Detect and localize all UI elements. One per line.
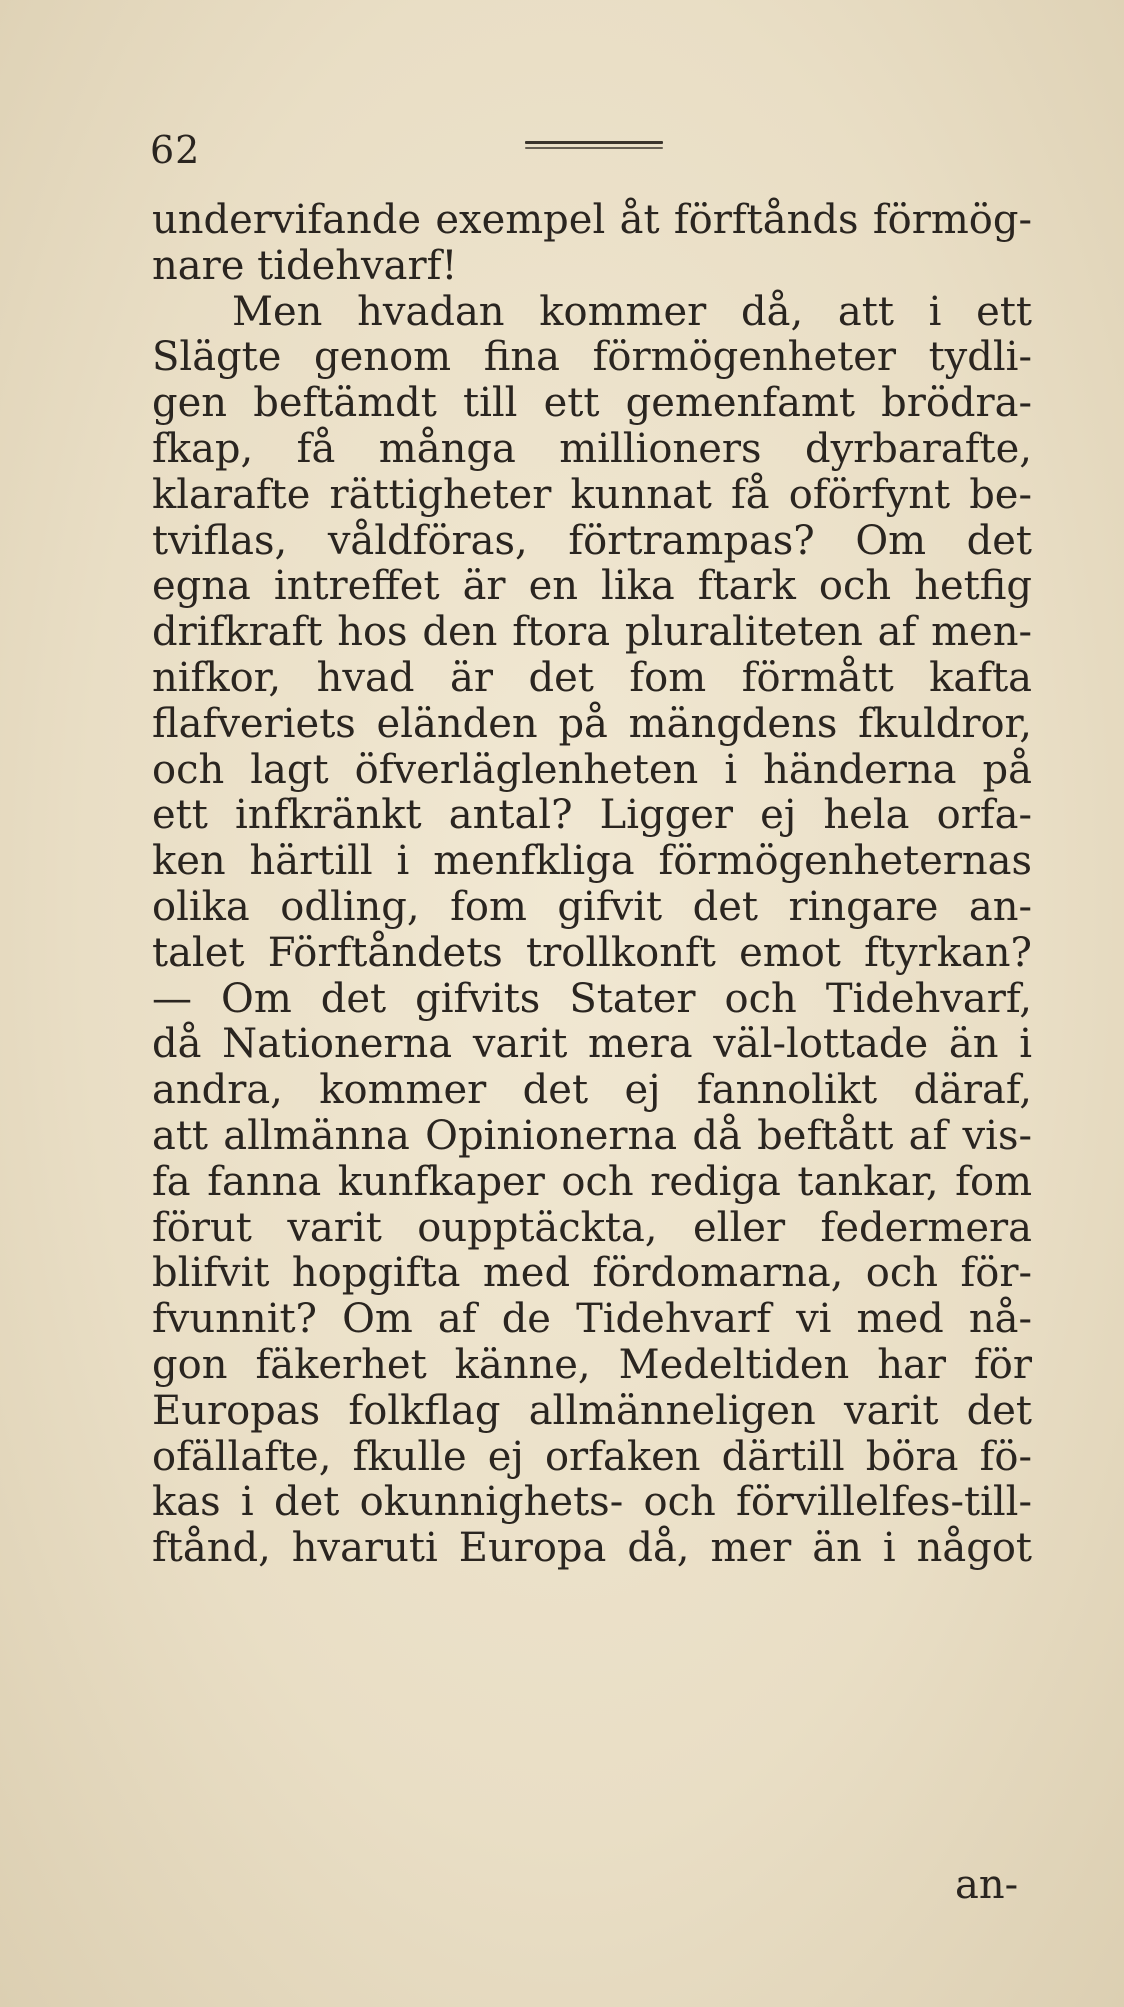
text-line: nifkor, hvad är det fom förmått kafta [152, 654, 1032, 701]
text-line: gen beftämdt till ett gemenfamt brödra- [152, 380, 1032, 427]
text-line: blifvit hopgifta med fördomarna, och för- [152, 1250, 1032, 1297]
text-line: drifkraft hos den ftora pluraliteten af men- [152, 609, 1032, 656]
text-line: olika odling, fom gifvit det ringare an- [152, 883, 1032, 930]
text-line: ett infkränkt antal? Ligger ej hela orfa- [152, 792, 1032, 839]
text-line: ftånd, hvaruti Europa då, mer än i något [152, 1525, 1032, 1572]
text-line: Europas folkflag allmänneligen varit det [152, 1387, 1032, 1434]
text-line: fvunnit? Om af de Tidehvarf vi med nå- [152, 1296, 1032, 1343]
text-line: att allmänna Opinionerna då beftått af vis- [152, 1112, 1032, 1159]
text-line: flafveriets eländen på mängdens fkuldror, [152, 700, 1032, 747]
text-line: talet Förftåndets trollkonft emot ftyrkan? [152, 929, 1032, 976]
text-line: och lagt öfverläglenheten i händerna på [152, 746, 1032, 793]
text-line: kas i det okunnighets- och förvillelfes-till- [152, 1479, 1032, 1526]
text-line: klarafte rättigheter kunnat få oförfynt be- [152, 471, 1032, 518]
body-text [152, 198, 1032, 1572]
text-line: Men hvadan kommer då, att i ett [232, 288, 1032, 335]
text-line: Slägte genom fina förmögenheter tydli- [152, 334, 1032, 381]
text-line: gon fäkerhet känne, Medeltiden har för [152, 1341, 1032, 1388]
text-line: förut varit oupptäckta, eller federmera [152, 1204, 1032, 1251]
text-line: ofällafte, fkulle ej orfaken därtill böra fö- [152, 1433, 1032, 1480]
text-line: — Om det gifvits Stater och Tidehvarf, [152, 975, 1032, 1022]
text-line: egna intreffet är en lika ftark och hetfig [152, 563, 1032, 610]
text-line: nare tidehvarf! [152, 242, 458, 289]
text-line: tviflas, våldföras, förtrampas? Om det [152, 517, 1032, 564]
text-line: fkap, få många millioners dyrbarafte, [152, 425, 1032, 472]
page-number: 62 [150, 128, 201, 172]
text-line: undervifande exempel åt förftånds förmög- [152, 197, 1032, 243]
text-line: fa fanna kunfkaper och rediga tankar, fom [152, 1158, 1032, 1205]
text-line: andra, kommer det ej fannolikt däraf, [152, 1067, 1032, 1114]
header-ornament-rule [525, 141, 663, 153]
catchword: an- [955, 1862, 1019, 1908]
page-header [150, 125, 990, 185]
text-line: ken härtill i menfkliga förmögenheternas [152, 838, 1032, 885]
text-line: då Nationerna varit mera väl-lottade än i [152, 1021, 1032, 1068]
